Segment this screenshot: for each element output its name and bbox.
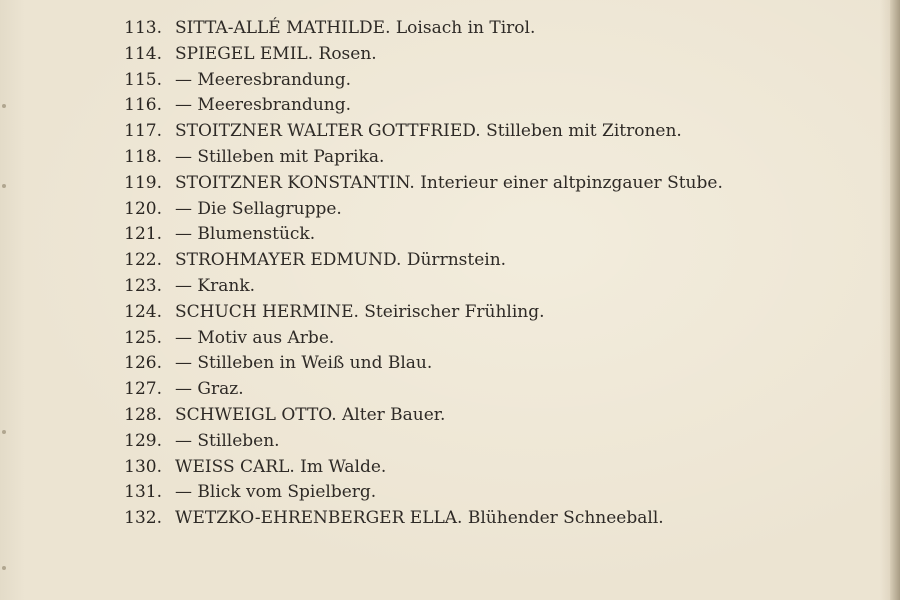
entry-number: 129. xyxy=(124,430,162,451)
catalog-entry xyxy=(118,16,818,42)
catalog-entry xyxy=(118,351,818,377)
catalog-entry xyxy=(118,197,818,223)
entry-number: 132. xyxy=(124,508,162,529)
entry-text: WEISS CARL. Im Walde. xyxy=(175,456,387,477)
catalog-entry xyxy=(118,119,818,145)
entry-text: — Meeresbrandung. xyxy=(175,95,352,116)
catalog-entry xyxy=(118,403,818,429)
entry-text: SCHWEIGL OTTO. Alter Bauer. xyxy=(175,404,446,425)
binding-marks xyxy=(2,0,10,600)
catalog-entry xyxy=(118,145,818,171)
entry-text: — Graz. xyxy=(175,379,244,400)
entry-number: 118. xyxy=(124,146,162,167)
entry-number: 124. xyxy=(124,301,162,322)
entry-number: 123. xyxy=(124,275,162,296)
entry-number: 126. xyxy=(124,353,162,374)
entry-number: 119. xyxy=(124,172,162,193)
catalog-entry xyxy=(118,248,818,274)
entry-number: 117. xyxy=(124,121,162,142)
entry-text: STOITZNER KONSTANTIN. Interieur einer altpinzgauer Stube. xyxy=(175,172,723,193)
catalog-entry xyxy=(118,93,818,119)
catalog-entry xyxy=(118,480,818,506)
entry-number: 127. xyxy=(124,379,162,400)
entry-text: — Krank. xyxy=(175,275,256,296)
entry-number: 130. xyxy=(124,456,162,477)
entry-text: — Die Sellagruppe. xyxy=(175,198,342,219)
entry-number: 113. xyxy=(124,18,162,38)
entry-number: 121. xyxy=(124,224,162,245)
catalog-entry-list xyxy=(118,16,818,532)
catalog-entry xyxy=(118,222,818,248)
catalog-entry xyxy=(118,300,818,326)
entry-text: STROHMAYER EDMUND. Dürrnstein. xyxy=(175,250,507,271)
entry-text: — Stilleben mit Paprika. xyxy=(175,146,385,167)
entry-text: SPIEGEL EMIL. Rosen. xyxy=(175,43,377,64)
entry-text: — Blick vom Spielberg. xyxy=(175,482,377,503)
entry-text: — Stilleben. xyxy=(175,430,280,451)
entry-number: 114. xyxy=(124,43,162,64)
catalog-entry xyxy=(118,171,818,197)
catalog-entry xyxy=(118,455,818,481)
entry-text: STOITZNER WALTER GOTTFRIED. Stilleben mit Zitronen. xyxy=(175,121,682,142)
entry-text: SCHUCH HERMINE. Steirischer Frühling. xyxy=(175,301,545,322)
catalog-entry xyxy=(118,68,818,94)
catalog-entry xyxy=(118,326,818,352)
entry-text: SITTA-ALLÉ MATHILDE. Loisach in Tirol. xyxy=(175,18,536,38)
page-edge xyxy=(890,0,900,600)
entry-number: 128. xyxy=(124,404,162,425)
entry-text: — Stilleben in Weiß und Blau. xyxy=(175,353,433,374)
entry-number: 125. xyxy=(124,327,162,348)
entry-text: — Motiv aus Arbe. xyxy=(175,327,335,348)
catalog-entry xyxy=(118,506,818,532)
entry-text: — Blumenstück. xyxy=(175,224,316,245)
catalog-entry xyxy=(118,274,818,300)
entry-number: 131. xyxy=(124,482,162,503)
catalog-entry xyxy=(118,429,818,455)
entry-number: 115. xyxy=(124,69,162,90)
entry-number: 120. xyxy=(124,198,162,219)
catalog-entry xyxy=(118,377,818,403)
entry-number: 116. xyxy=(124,95,162,116)
entry-number: 122. xyxy=(124,250,162,271)
entry-text: WETZKO-EHRENBERGER ELLA. Blühender Schneeball. xyxy=(175,508,664,529)
entry-text: — Meeresbrandung. xyxy=(175,69,352,90)
catalog-entry xyxy=(118,42,818,68)
